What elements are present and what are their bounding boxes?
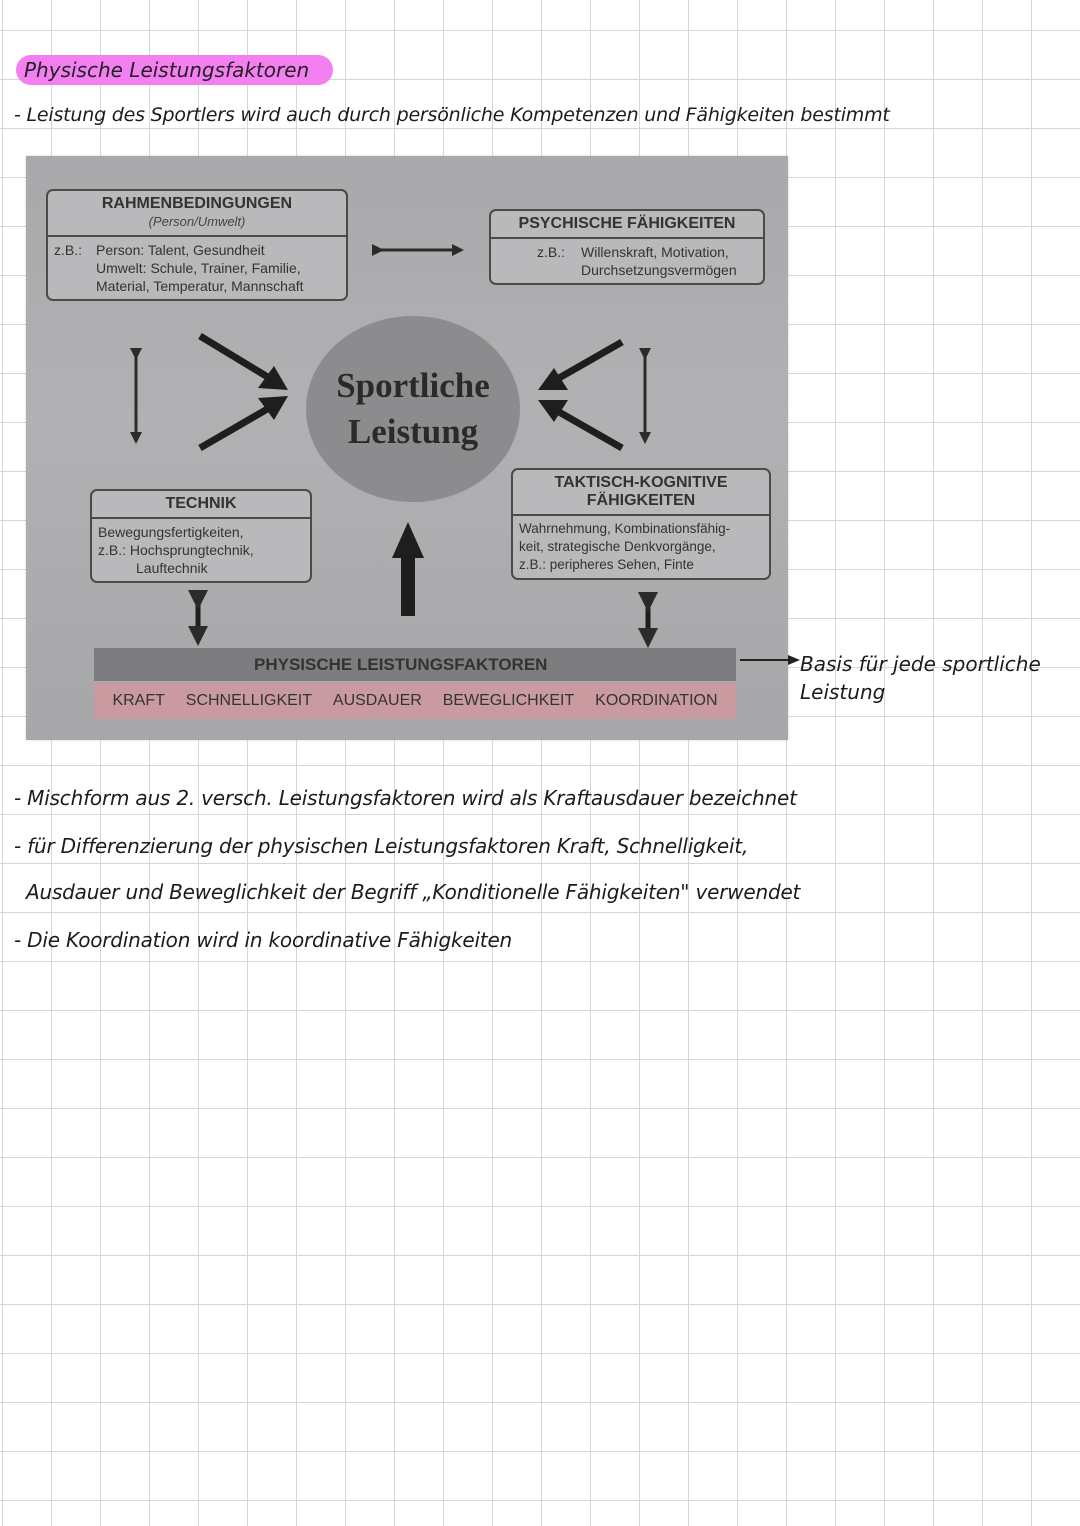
- factor-beweglichkeit: BEWEGLICHKEIT: [442, 692, 575, 709]
- technik-box: [90, 489, 312, 583]
- factor-schnelligkeit: SCHNELLIGKEIT: [185, 692, 313, 709]
- taktisch-line1: Wahrnehmung, Kombinationsfähig-: [519, 521, 731, 536]
- arrow-technik-to-center-icon: [200, 396, 288, 448]
- technik-heading: TECHNIK: [92, 491, 310, 519]
- intro-text: - Leistung des Sportlers wird auch durch persönliche Kompetenzen und Fähigkeiten bestimmt: [14, 104, 890, 126]
- note-3: Ausdauer und Beweglichkeit der Begriff „Konditionelle Fähigkeiten" verwendet: [26, 880, 801, 904]
- psych-prefix: z.B.:: [537, 244, 566, 260]
- note-2: - für Differenzierung der physischen Leistungsfaktoren Kraft, Schnelligkeit,: [14, 834, 749, 858]
- sportliche-leistung-circle: [306, 316, 520, 502]
- rahmen-line3: Material, Temperatur, Mannschaft: [96, 278, 304, 294]
- rahmen-line1: Person: Talent, Gesundheit: [96, 242, 265, 258]
- technik-line3: Lauftechnik: [136, 560, 208, 576]
- arrow-rahmen-to-center-icon: [200, 336, 288, 390]
- note-1: - Mischform aus 2. versch. Leistungsfaktoren wird als Kraftausdauer bezeichnet: [14, 786, 797, 810]
- rahmen-subheading: (Person/Umwelt): [148, 214, 246, 229]
- factor-list: [94, 683, 736, 719]
- taktisch-heading-2: FÄHIGKEITEN: [586, 492, 696, 509]
- arrow-taktisch-to-center-icon: [538, 400, 622, 448]
- side-note: Basis für jede sportliche Leistung: [800, 652, 1041, 704]
- technik-line1: Bewegungsfertigkeiten,: [98, 524, 244, 540]
- arrow-up-to-center-icon: [392, 522, 424, 616]
- arrow-psych-to-center-icon: [538, 342, 622, 390]
- psych-line1: Willenskraft, Motivation,: [581, 244, 729, 260]
- rahmenbedingungen-box: [46, 189, 348, 301]
- rahmen-prefix: z.B.:: [54, 242, 83, 258]
- factor-ausdauer: AUSDAUER: [332, 692, 422, 709]
- rahmen-heading: RAHMENBEDINGUNGEN: [101, 195, 293, 212]
- physische-leistungsfaktoren-band: PHYSISCHE LEISTUNGSFAKTOREN: [94, 648, 736, 681]
- page-title: Physische Leistungsfaktoren: [16, 55, 333, 85]
- arrow-right-icon: [740, 652, 802, 668]
- factor-koordination: KOORDINATION: [595, 692, 718, 709]
- center-line2: Leistung: [347, 412, 479, 451]
- technik-line2: z.B.: Hochsprungtechnik,: [98, 542, 254, 558]
- taktisch-line2: keit, strategische Denkvorgänge,: [519, 539, 716, 554]
- center-line1: Sportliche: [336, 366, 490, 405]
- taktisch-kognitive-box: [511, 468, 771, 580]
- psych-line2: Durchsetzungsvermögen: [581, 262, 737, 278]
- psych-heading: PSYCHISCHE FÄHIGKEITEN: [491, 211, 763, 239]
- rahmen-line2: Umwelt: Schule, Trainer, Familie,: [96, 260, 301, 276]
- note-4: - Die Koordination wird in koordinative Fähigkeiten: [14, 928, 513, 952]
- taktisch-heading-1: TAKTISCH-KOGNITIVE: [554, 474, 728, 491]
- factor-kraft: KRAFT: [112, 692, 165, 709]
- performance-diagram: [26, 156, 788, 740]
- psychische-faehigkeiten-box: [489, 209, 765, 285]
- taktisch-line3: z.B.: peripheres Sehen, Finte: [519, 557, 694, 572]
